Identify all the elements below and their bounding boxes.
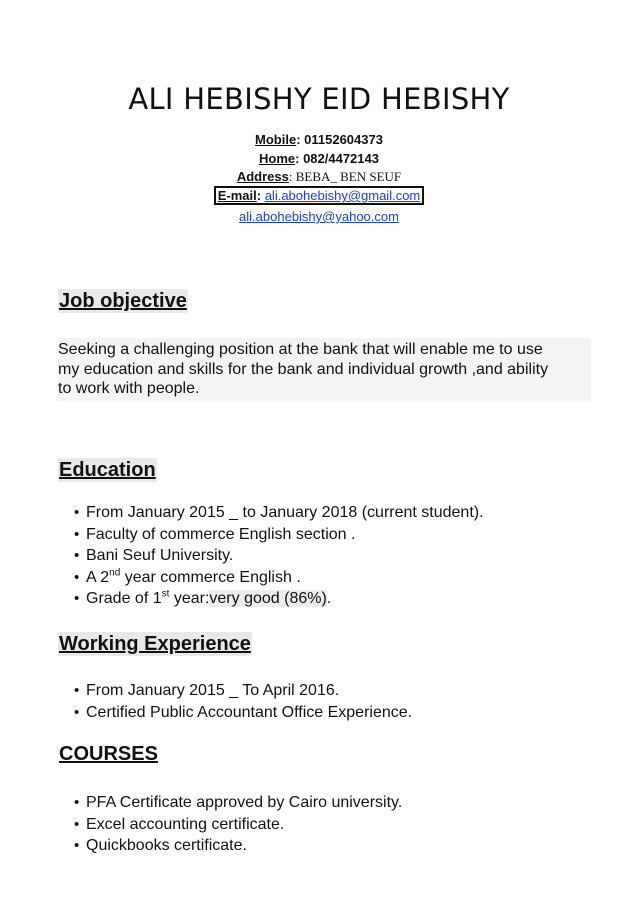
- address-value: : BEBA_ BEN SEUF: [288, 169, 402, 184]
- mobile-line: [0, 132, 638, 147]
- item-text: year commerce English .: [120, 568, 301, 586]
- education-heading: Education: [59, 459, 156, 481]
- experience-list: [74, 680, 412, 723]
- home-value: : 082/4472143: [295, 151, 379, 166]
- item-text: Grade of 1: [86, 590, 162, 607]
- email-secondary-link[interactable]: ali.abohebishy@yahoo.com: [239, 209, 399, 224]
- email-separator: :: [256, 188, 265, 203]
- objective-line: Seeking a challenging position at the bank that will enable me to use: [58, 341, 543, 358]
- item-text: .: [326, 590, 332, 607]
- email-label: E-mail: [217, 188, 257, 203]
- list-item: • From January 2015 _ To April 2016.: [74, 680, 412, 702]
- working-experience-heading: Working Experience: [59, 633, 251, 655]
- objective-line: my education and skills for the bank and individual growth ,and ability: [58, 360, 549, 378]
- address-line: [0, 169, 638, 185]
- job-objective-text: [58, 338, 591, 401]
- mobile-value: : 01152604373: [296, 132, 383, 147]
- list-item: • From January 2015 _ to January 2018 (current student).: [74, 502, 484, 524]
- item-text: year:: [169, 590, 210, 607]
- grade-highlight: very good (86%): [209, 590, 327, 607]
- home-line: [0, 151, 638, 166]
- applicant-name: ALI HEBISHY EID HEBISHY: [128, 82, 510, 116]
- courses-heading: COURSES: [59, 743, 158, 765]
- list-item: • PFA Certificate approved by Cairo university.: [74, 792, 402, 814]
- list-item: • Faculty of commerce English section .: [74, 524, 484, 546]
- email-secondary-line: [0, 209, 638, 224]
- list-item: • Quickbooks certificate.: [74, 835, 402, 857]
- list-item: • Excel accounting certificate.: [74, 814, 402, 836]
- objective-line: to work with people.: [58, 380, 200, 397]
- email-line: [0, 186, 638, 205]
- address-label: Address: [236, 169, 289, 184]
- list-item: • Certified Public Accountant Office Experience.: [74, 702, 412, 724]
- list-item: • Bani Seuf University.: [74, 545, 484, 567]
- email-box: [214, 186, 425, 205]
- list-item: [74, 588, 484, 610]
- email-primary-link[interactable]: ali.abohebishy@gmail.com: [264, 188, 421, 203]
- list-item: [74, 567, 484, 589]
- courses-list: [74, 792, 402, 857]
- education-list: [74, 502, 484, 610]
- home-label: Home: [259, 151, 296, 166]
- mobile-label: Mobile: [255, 132, 297, 147]
- job-objective-heading: Job objective: [59, 290, 187, 312]
- ordinal-suffix: nd: [109, 567, 121, 579]
- item-text: A 2: [86, 568, 110, 586]
- ordinal-suffix: st: [161, 588, 170, 600]
